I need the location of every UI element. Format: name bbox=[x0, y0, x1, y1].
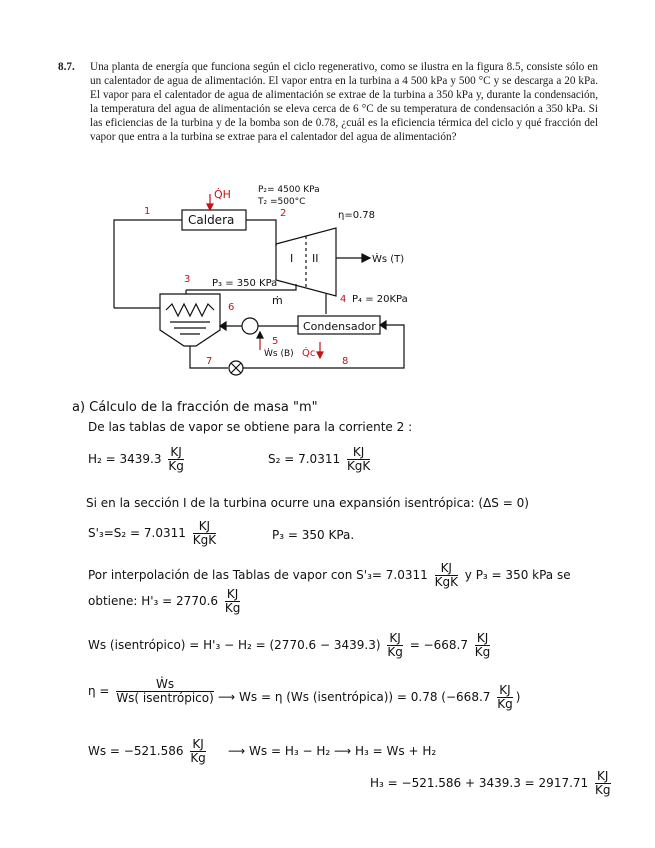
p2-label: P₂= 4500 KPa bbox=[258, 185, 320, 195]
section-2-label: II bbox=[312, 252, 319, 265]
ws-enthalpy-equation: ⟶ Ws = H₃ − H₂ ⟶ H₃ = Ws + H₂ bbox=[228, 744, 437, 758]
section-1-label: I bbox=[290, 252, 294, 265]
pipe-stream-1 bbox=[114, 220, 182, 308]
t2-label: T₂ =500°C bbox=[258, 197, 306, 207]
node-3-label: 3 bbox=[184, 274, 191, 285]
eta-equation bbox=[88, 678, 217, 705]
problem-statement bbox=[58, 60, 598, 144]
h2-units: $\frac{KJ}{Kg}$ bbox=[168, 445, 184, 473]
node-1-label: 1 bbox=[144, 206, 151, 217]
h2-equation bbox=[88, 446, 187, 473]
s3-equation bbox=[88, 520, 219, 547]
pump bbox=[242, 318, 258, 334]
ws-iso-value: = −668.7 bbox=[409, 638, 468, 652]
interp-units: $\frac{KJ}{\text{KgK}}$ bbox=[434, 561, 458, 589]
node-7-label: 7 bbox=[206, 356, 213, 367]
p3-label: P₃ = 350 KPa bbox=[212, 278, 278, 289]
ws-iso-units-2: $\frac{KJ}{Kg}$ bbox=[474, 631, 491, 659]
caldera-label: Caldera bbox=[188, 213, 235, 227]
solution-line-1: De las tablas de vapor se obtiene para la corriente 2 : bbox=[88, 420, 413, 434]
h3-prime-equation bbox=[88, 588, 243, 615]
ws-iso-units-1: $\frac{KJ}{Kg}$ bbox=[387, 631, 403, 659]
solution-heading: a) Cálculo de la fracción de masa "m" bbox=[72, 400, 318, 415]
p3-equation: P₃ = 350 KPa. bbox=[272, 528, 355, 542]
s2-equation bbox=[268, 446, 373, 473]
cycle-diagram bbox=[100, 178, 420, 388]
node-2-label: 2 bbox=[280, 208, 287, 219]
pipe-stream-2 bbox=[246, 220, 276, 246]
eta-fraction: $\frac{\text{Ẇs}}{\text{Ws( isentrópico)}}$ bbox=[116, 677, 214, 705]
s3-label: S'₃=S₂ = 7.0311 bbox=[88, 526, 186, 540]
node-8-label: 8 bbox=[342, 356, 349, 367]
problem-text: Una planta de energía que funciona según el ciclo regenerativo, como se ilustra en la figura 8.5, consiste sólo en un calentador de agua de alimentación. El vapor entra en la turbina a 4 500 kPa y 500 °C y se descarga a 20 kPa. El vapor para el calentador de agua de alimentación se extrae de la turbina a 350 kPa y, durante la condensación, la temperatura del agua de alimentación se eleva cerca de 6 °C de su temperatura de condensación a 350 kPa. Si las eficiencias de la turbina y de la bomba son de 0.78, ¿cuál es la eficiencia térmica del ciclo y qué fracción del vapor que entra a la turbina se extrae para el calentador del agua de alimentación? bbox=[90, 61, 598, 143]
ws-eta-text: ⟶ Ws = η (Ws (isentrópica)) = 0.78 (−668.7 bbox=[218, 690, 491, 704]
h3-equation bbox=[370, 770, 614, 797]
interp-text-b: y P₃ = 350 kPa se bbox=[464, 568, 571, 582]
ws-eta-equation: ⟶ Ws = η (Ws (isentrópica)) = 0.78 (−668.7 $\frac{KJ}{Kg}$ ) bbox=[218, 683, 521, 711]
solution-line-2: Si en la sección I de la turbina ocurre una expansión isentrópica: (ΔS = 0) bbox=[86, 496, 529, 510]
ws-iso-label: Ws (isentrópico) = H'₃ − H₂ = (2770.6 − 3439.3) bbox=[88, 638, 381, 652]
wst-label: Ẇs (T) bbox=[372, 254, 405, 265]
node-6-label: 6 bbox=[228, 302, 235, 313]
feedwater-heater bbox=[160, 294, 220, 346]
node-5-label: 5 bbox=[272, 336, 279, 347]
p4-label: P₄ = 20KPa bbox=[352, 294, 408, 305]
condensador-label: Condensador bbox=[303, 320, 376, 333]
ws-final-units: $\frac{KJ}{Kg}$ bbox=[190, 737, 206, 765]
ws-final-label: Ws = −521.586 bbox=[88, 744, 184, 758]
heater-coil bbox=[166, 304, 214, 316]
solution-line-3 bbox=[88, 562, 571, 589]
ws-final-equation bbox=[88, 738, 209, 765]
mdot-label: ṁ bbox=[272, 294, 283, 307]
problem-number: 8.7. bbox=[58, 61, 75, 73]
ws-isentropic-equation bbox=[88, 632, 493, 659]
h3-text: H₃ = −521.586 + 3439.3 = 2917.71 bbox=[370, 776, 589, 790]
interp-text: Por interpolación de las Tablas de vapor con S'₃= 7.0311 bbox=[88, 568, 428, 582]
h2-label: H₂ = 3439.3 bbox=[88, 452, 162, 466]
s3-units: $\frac{KJ}{\text{KgK}}$ bbox=[192, 519, 217, 547]
s2-units: $\frac{KJ}{\text{KgK}}$ bbox=[346, 445, 371, 473]
qh-label: Q̇H bbox=[214, 188, 231, 201]
ws-eta-units: $\frac{KJ}{Kg}$ bbox=[497, 683, 513, 711]
s2-label: S₂ = 7.0311 bbox=[268, 452, 341, 466]
node-4-label: 4 bbox=[340, 294, 347, 305]
h3-prime-label: obtiene: H'₃ = 2770.6 bbox=[88, 594, 219, 608]
eta-sym: η = bbox=[88, 684, 110, 698]
h3-units: $\frac{KJ}{Kg}$ bbox=[595, 769, 611, 797]
wsb-label: Ẇs (B) bbox=[264, 349, 294, 359]
eta-label: η=0.78 bbox=[338, 210, 375, 221]
h3-prime-units: $\frac{KJ}{Kg}$ bbox=[224, 587, 241, 615]
qc-label: Q̇c bbox=[302, 348, 316, 359]
